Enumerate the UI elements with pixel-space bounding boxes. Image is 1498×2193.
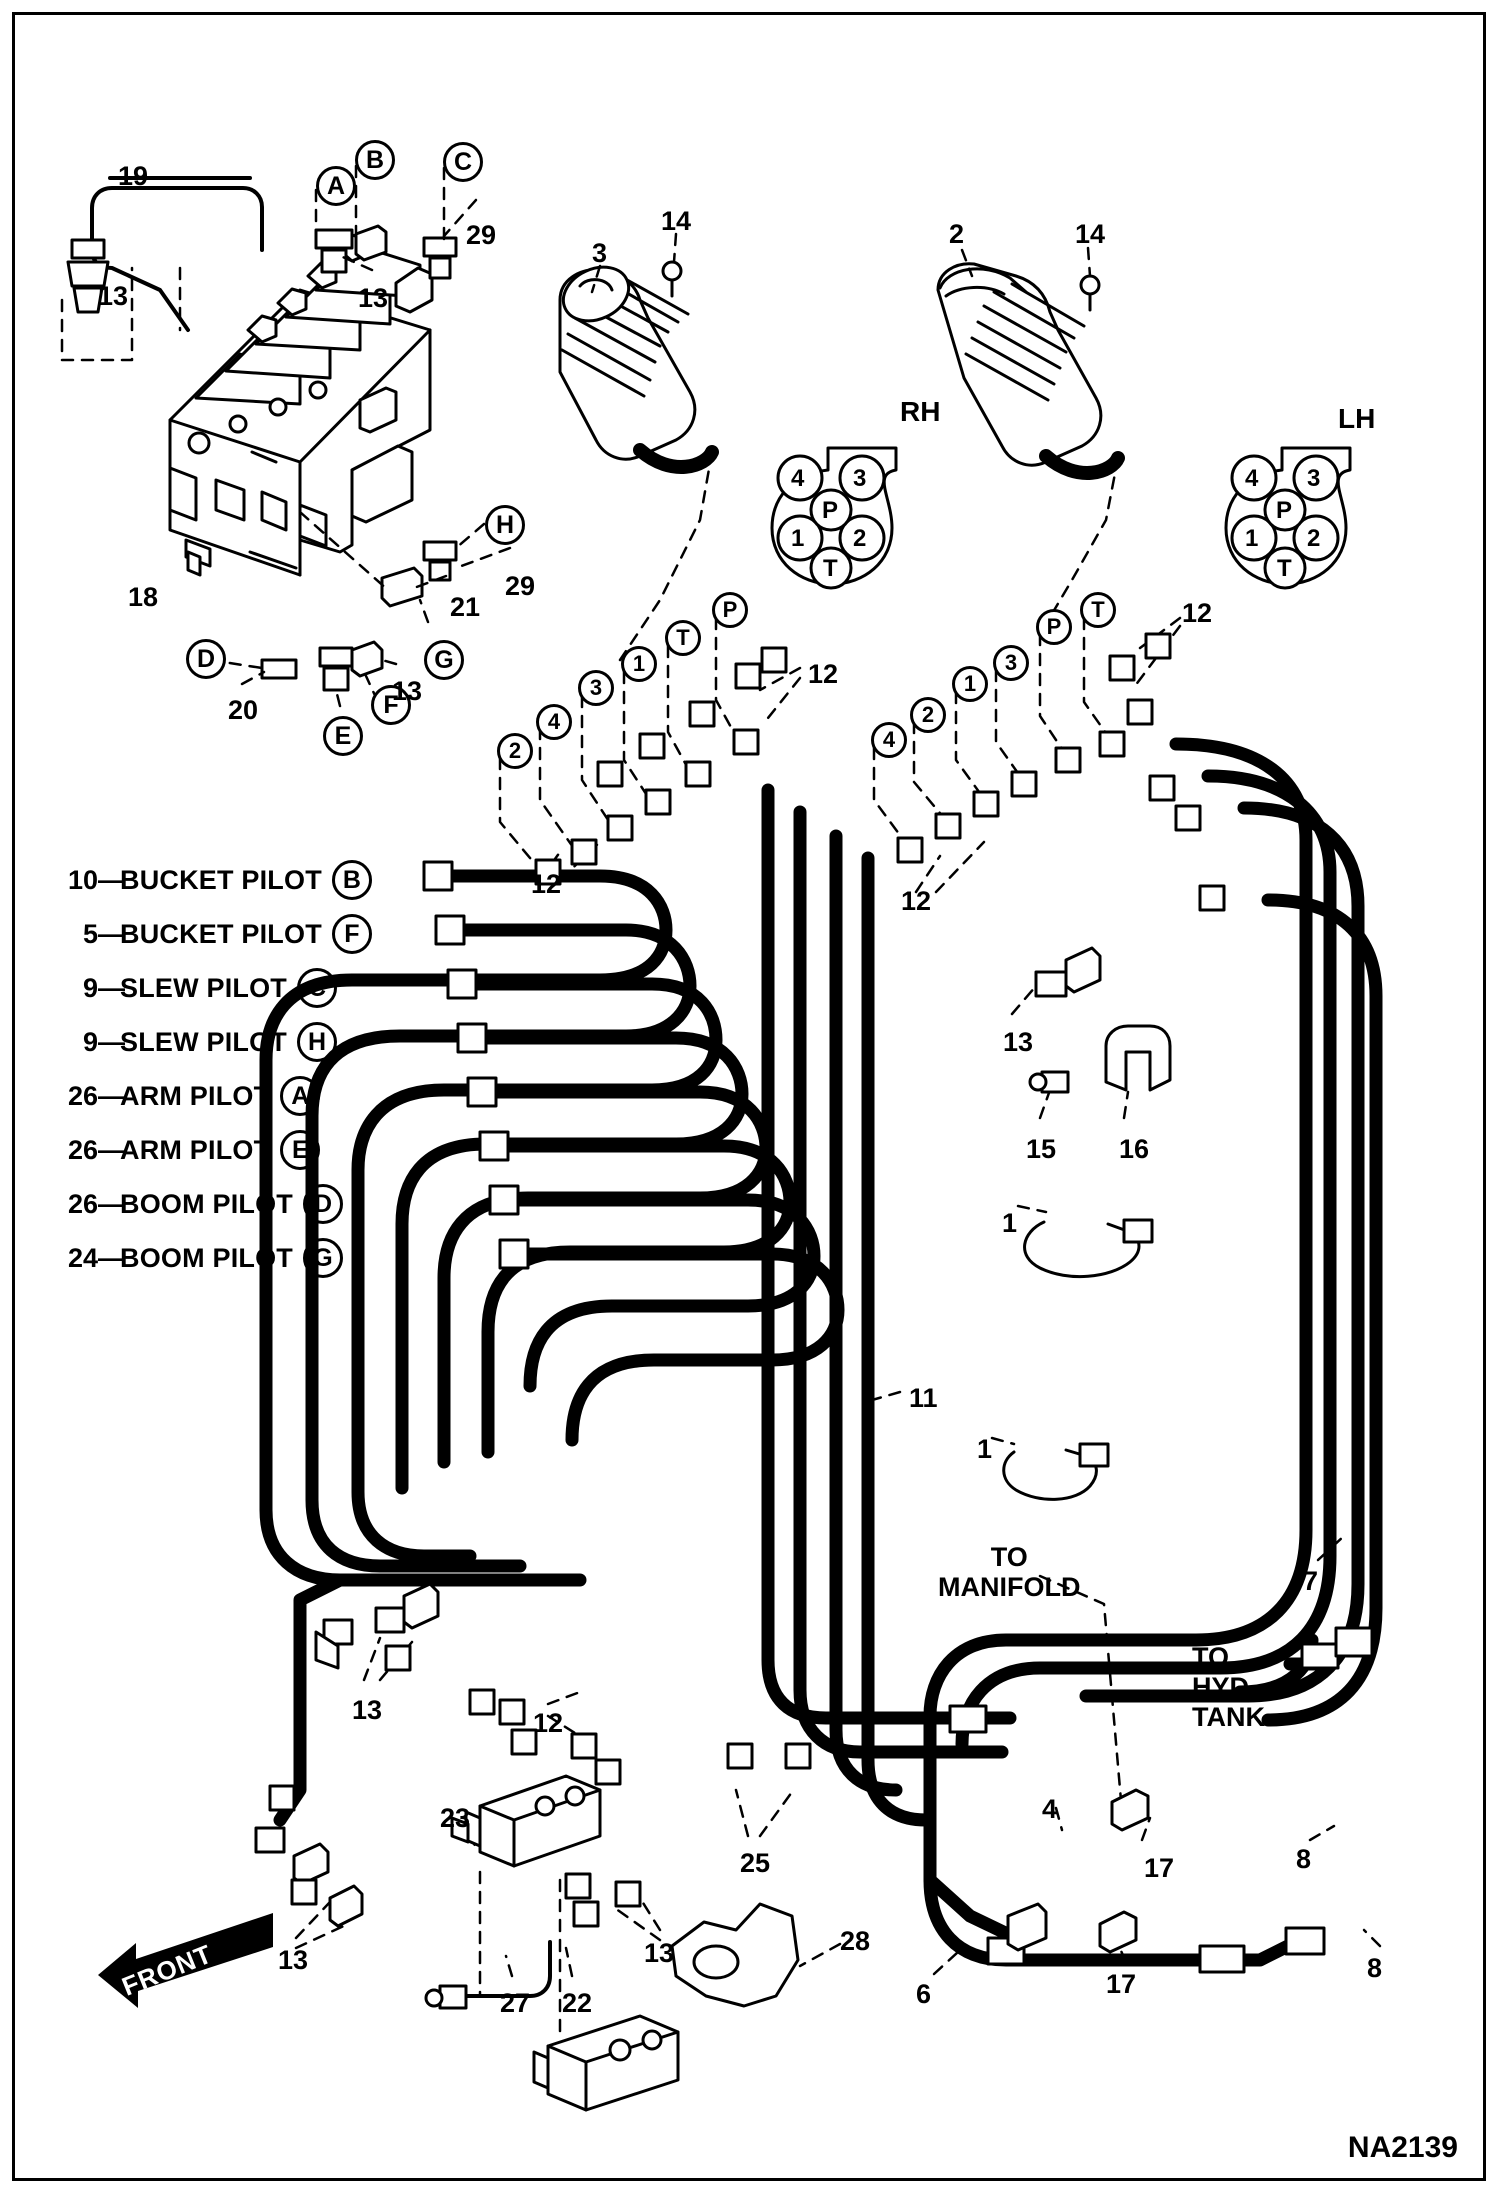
lh-port-p: P: [1276, 497, 1293, 524]
legend-label: BOOM PILOT: [120, 1242, 293, 1273]
lh-port-2: 2: [1307, 525, 1321, 552]
port-callout-lh-t: T: [1080, 592, 1116, 628]
legend-callout-h: H: [297, 1022, 337, 1062]
callout-d: D: [186, 639, 226, 679]
rh-pattern-label: RH: [900, 396, 941, 427]
item-number-17-a: 17: [1144, 1853, 1175, 1883]
lh-port-t: T: [1277, 555, 1292, 582]
item-number-22: 22: [562, 1988, 593, 2018]
callout-b-top: B: [355, 140, 395, 180]
legend-callout-e: E: [280, 1130, 320, 1170]
port-callout-rh-4: 4: [536, 704, 572, 740]
port-callout-rh-1: 1: [621, 646, 657, 682]
item-number-12-b: 12: [531, 869, 562, 899]
item-number-13-c: 13: [392, 676, 423, 706]
legend-label: BUCKET PILOT: [120, 864, 322, 895]
to-manifold-line-2: MANIFOLD: [938, 1572, 1081, 1603]
port-callout-rh-3: 3: [578, 670, 614, 706]
to-hyd-tank-line-2: HYD: [1192, 1672, 1250, 1703]
item-number-4: 4: [1042, 1794, 1058, 1824]
item-number-11: 11: [909, 1383, 938, 1413]
legend-item-2: [52, 968, 337, 1008]
item-number-25: 25: [740, 1848, 771, 1878]
lh-pattern-label: LH: [1338, 403, 1376, 434]
item-number-6: 6: [916, 1979, 932, 2009]
legend-item-3: [52, 1022, 337, 1062]
item-number-7: 7: [1303, 1566, 1319, 1596]
legend-label: BOOM PILOT: [120, 1188, 293, 1219]
front-label: FRONT: [117, 1938, 217, 2002]
legend-dash: —: [98, 1242, 125, 1273]
legend-callout-f: F: [332, 914, 372, 954]
item-number-20: 20: [228, 695, 259, 725]
legend-dash: —: [98, 972, 125, 1003]
port-callout-rh-t: T: [665, 620, 701, 656]
rh-port-t: T: [823, 555, 838, 582]
legend-dash: —: [98, 1080, 125, 1111]
item-number-12-c: 12: [1182, 598, 1213, 628]
legend-item-7: [52, 1238, 343, 1278]
callout-a-top: A: [316, 166, 356, 206]
document-id: NA2139: [1347, 2131, 1458, 2164]
callout-f: F: [371, 685, 411, 725]
to-manifold-annotation: [938, 1542, 1080, 1602]
item-number-13-b: 13: [358, 283, 389, 313]
item-number-18: 18: [128, 582, 159, 612]
lh-port-4: 4: [1245, 465, 1259, 492]
legend-num: 5: [82, 918, 98, 949]
callout-h: H: [485, 505, 525, 545]
item-number-2: 2: [949, 219, 965, 249]
legend-dash: —: [98, 1026, 125, 1057]
legend-num: 9: [82, 1026, 98, 1057]
rh-port-1: 1: [791, 525, 805, 552]
item-number-23: 23: [440, 1803, 471, 1833]
legend-item-1: [52, 914, 372, 954]
item-number-1-b: 1: [977, 1434, 993, 1464]
legend-dash: —: [98, 864, 125, 895]
to-manifold-line-1: TO: [990, 1542, 1028, 1572]
rh-port-4: 4: [791, 465, 805, 492]
legend-item-0: [52, 860, 372, 900]
legend-label: SLEW PILOT: [120, 972, 287, 1003]
item-number-13-f: 13: [278, 1945, 309, 1975]
legend-label: ARM PILOT: [120, 1134, 271, 1165]
legend-label: SLEW PILOT: [120, 1026, 287, 1057]
item-number-13-d: 13: [1003, 1027, 1034, 1057]
port-callout-lh-1: 1: [952, 666, 988, 702]
rh-port-p: P: [822, 497, 839, 524]
legend-dash: —: [98, 1134, 125, 1165]
item-number-17-b: 17: [1106, 1969, 1137, 1999]
item-number-13-e: 13: [352, 1695, 383, 1725]
port-callout-rh-2: 2: [497, 733, 533, 769]
legend-callout-a: A: [280, 1076, 320, 1116]
item-number-14-a: 14: [661, 206, 692, 236]
callout-c-top: C: [443, 142, 483, 182]
legend-dash: —: [98, 918, 125, 949]
legend-callout-c: C: [297, 968, 337, 1008]
rh-port-3: 3: [853, 465, 867, 492]
legend-callout-d: D: [303, 1184, 343, 1224]
legend-dash: —: [98, 1188, 125, 1219]
rh-port-2: 2: [853, 525, 867, 552]
item-number-29-b: 29: [505, 571, 536, 601]
item-number-16: 16: [1119, 1134, 1150, 1164]
legend-num: 26: [67, 1188, 98, 1219]
to-hyd-tank-annotation: [1192, 1642, 1265, 1733]
item-number-8-b: 8: [1367, 1953, 1383, 1983]
legend-num: 9: [82, 972, 98, 1003]
legend-num: 24: [67, 1242, 98, 1273]
item-number-13-g: 13: [644, 1938, 675, 1968]
port-callout-lh-p: P: [1036, 609, 1072, 645]
item-number-14-b: 14: [1075, 219, 1106, 249]
legend-num: 10: [67, 864, 98, 895]
to-hyd-tank-line-1: TO: [1192, 1642, 1230, 1672]
item-number-12-a: 12: [808, 659, 839, 689]
item-number-29-a: 29: [466, 220, 497, 250]
port-callout-lh-3: 3: [993, 645, 1029, 681]
item-number-28: 28: [840, 1926, 871, 1956]
callout-g: G: [424, 640, 464, 680]
legend-num: 26: [67, 1080, 98, 1111]
legend-item-6: [52, 1184, 343, 1224]
item-number-21: 21: [450, 592, 481, 622]
item-number-12-e: 12: [533, 1708, 564, 1738]
item-number-27: 27: [500, 1988, 531, 2018]
item-number-12-d: 12: [901, 886, 932, 916]
lh-port-3: 3: [1307, 465, 1321, 492]
port-callout-lh-4: 4: [871, 722, 907, 758]
item-number-3: 3: [592, 238, 608, 268]
legend-callout-g: G: [303, 1238, 343, 1278]
legend-label: ARM PILOT: [120, 1080, 271, 1111]
item-number-8-a: 8: [1296, 1844, 1312, 1874]
item-number-13-a: 13: [98, 281, 129, 311]
callout-e: E: [323, 716, 363, 756]
item-number-15: 15: [1026, 1134, 1057, 1164]
item-number-19: 19: [118, 161, 149, 191]
to-hyd-tank-line-3: TANK: [1192, 1702, 1265, 1733]
port-callout-lh-2: 2: [910, 697, 946, 733]
port-callout-rh-p: P: [712, 592, 748, 628]
item-number-1-a: 1: [1002, 1208, 1018, 1238]
legend-label: BUCKET PILOT: [120, 918, 322, 949]
legend-item-4: [52, 1076, 320, 1116]
lh-port-1: 1: [1245, 525, 1259, 552]
legend-item-5: [52, 1130, 320, 1170]
legend-callout-b: B: [332, 860, 372, 900]
legend-num: 26: [67, 1134, 98, 1165]
